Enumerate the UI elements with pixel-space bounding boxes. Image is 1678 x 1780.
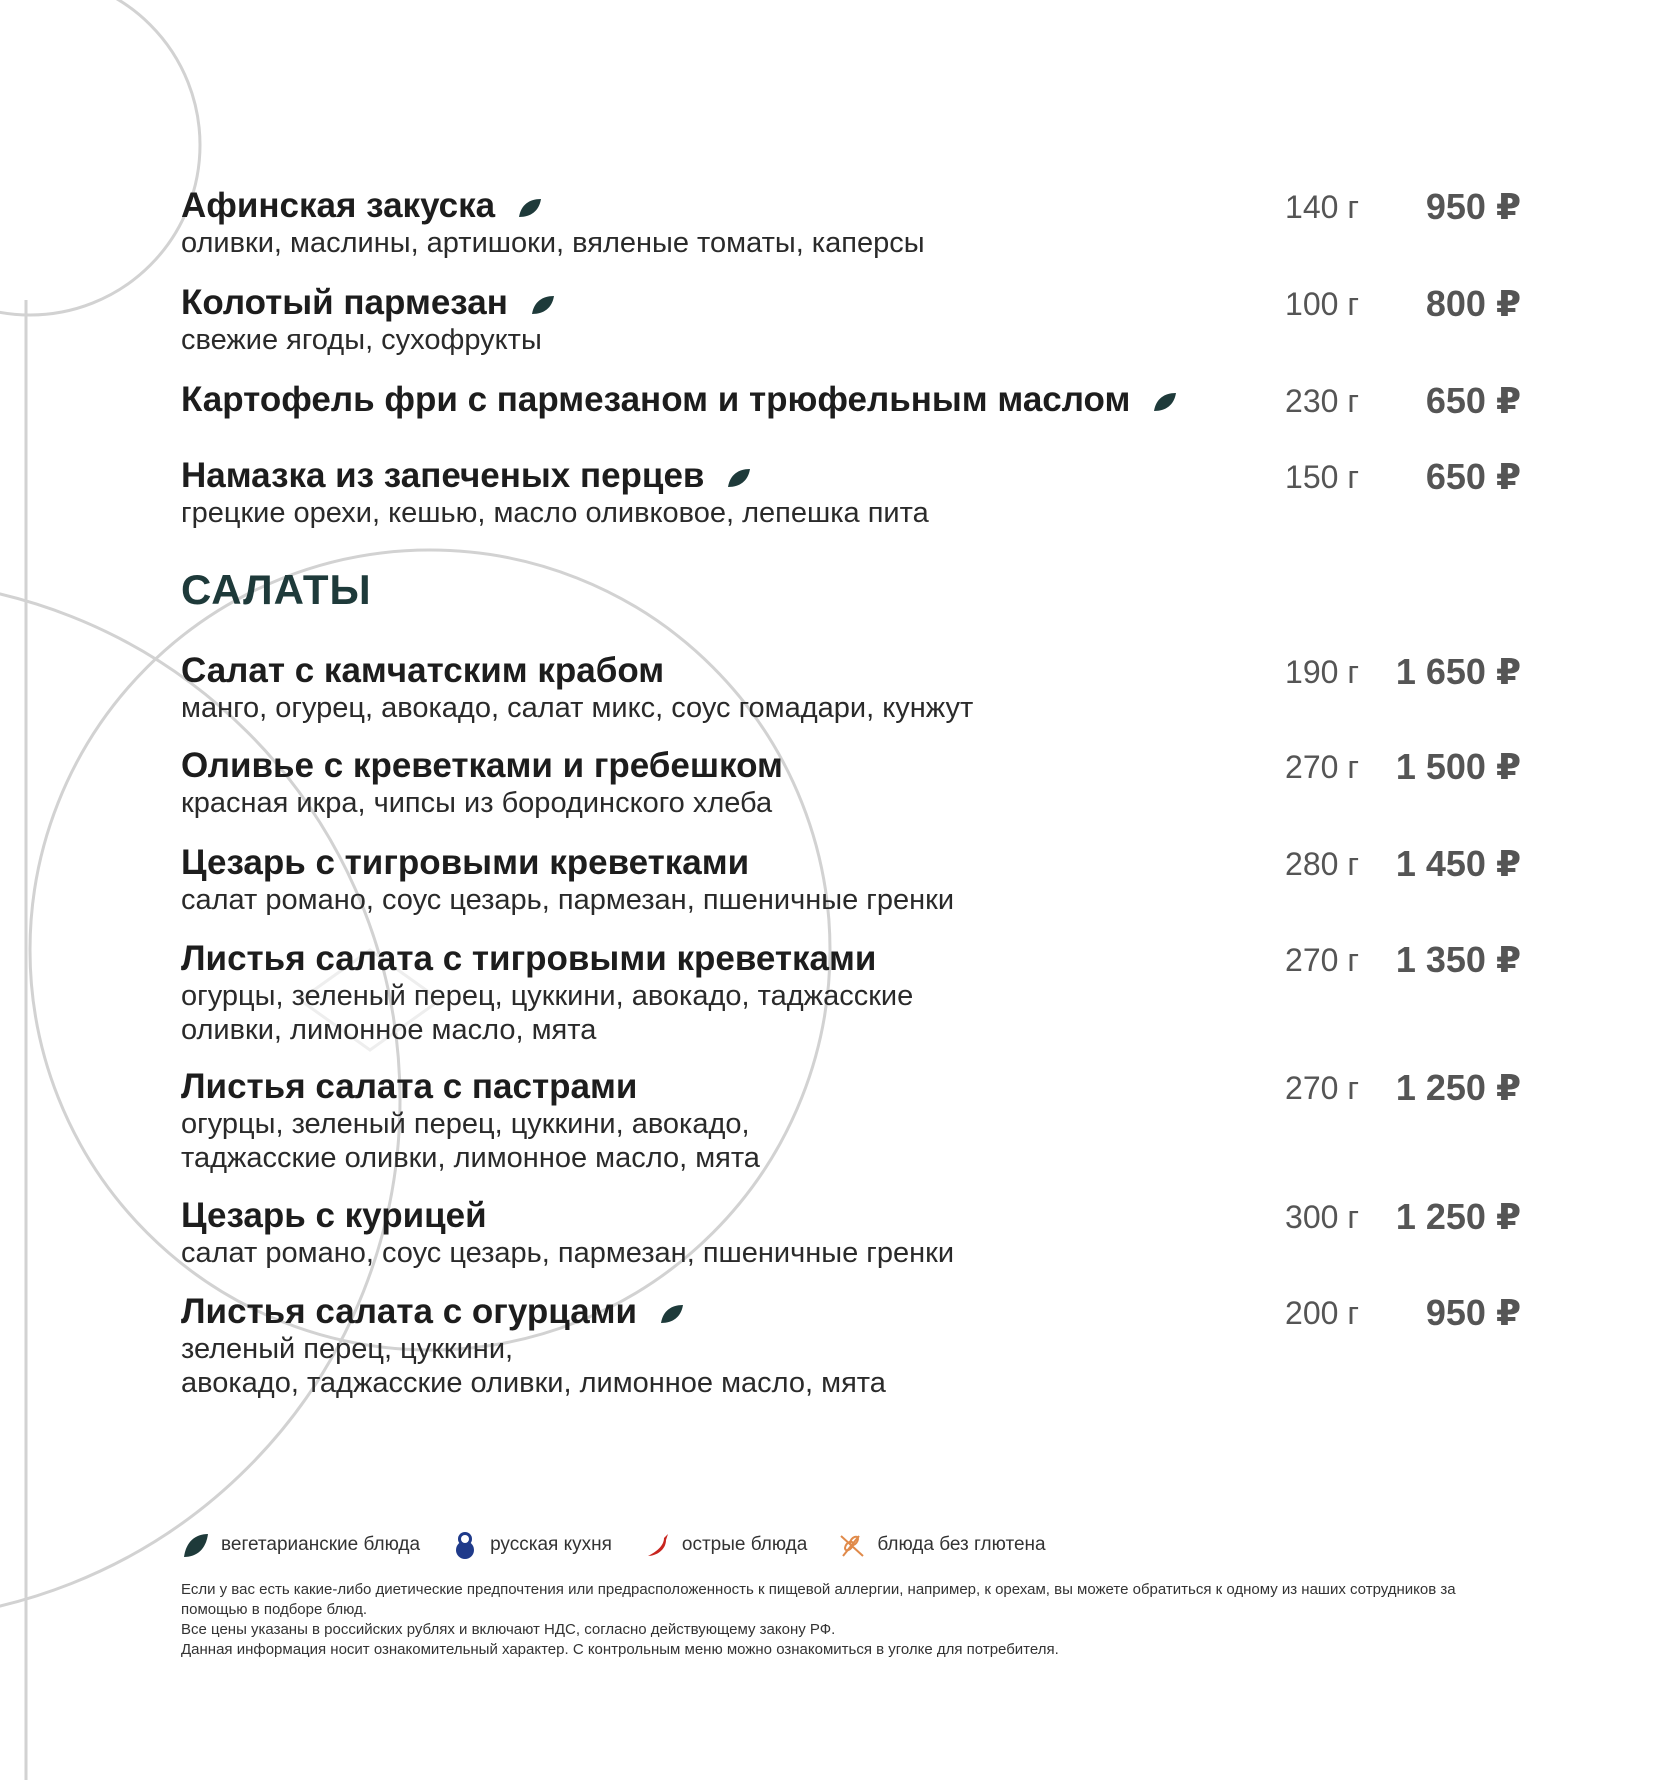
- leaf-icon: [1152, 391, 1178, 413]
- item-description: грецкие орехи, кешью, масло оливковое, лепешка пита: [181, 497, 929, 529]
- legend-item-spicy: [642, 1530, 807, 1560]
- legend: [181, 1528, 1076, 1562]
- leaf-icon: [726, 467, 752, 489]
- menu-item: [181, 1196, 1521, 1270]
- item-weight: 230 г: [1285, 383, 1359, 419]
- item-weight: 200 г: [1285, 1295, 1359, 1331]
- note-prices: Все цены указаны в российских рублях и включают НДС, согласно действующему закону РФ.: [181, 1621, 836, 1638]
- legend-item-gluten-free: [837, 1530, 1045, 1560]
- menu-item: [181, 1292, 1521, 1400]
- item-name: Колотый пармезан: [181, 283, 556, 323]
- item-description: красная икра, чипсы из бородинского хлеба: [181, 787, 773, 819]
- menu-item: [181, 456, 1521, 530]
- item-description: салат романо, соус цезарь, пармезан, пшеничные гренки: [181, 884, 955, 916]
- item-price: 1 350 ₽: [1395, 939, 1521, 980]
- item-price: 650 ₽: [1425, 456, 1521, 497]
- item-price: 650 ₽: [1425, 380, 1521, 421]
- menu-item: [181, 746, 1521, 820]
- note-allergy: Если у вас есть какие-либо диетические предпочтения или предрасположенность к пищевой аллергии, например, к орехам, вы можете обратиться к одному из наших сотрудников за помощью в подборе блюд.: [181, 1581, 1456, 1618]
- menu-item: [181, 283, 1521, 357]
- footnotes: [181, 1580, 1521, 1660]
- item-description: огурцы, зеленый перец, цуккини, авокадо, таджасские оливки, лимонное масло, мята: [181, 980, 914, 1046]
- legend-item-russian: [450, 1530, 612, 1560]
- item-weight: 270 г: [1285, 749, 1359, 785]
- item-name: Намазка из запеченых перцев: [181, 456, 752, 496]
- item-weight: 280 г: [1285, 846, 1359, 882]
- item-price: 950 ₽: [1425, 186, 1521, 227]
- item-description: огурцы, зеленый перец, цуккини, авокадо, таджасские оливки, лимонное масло, мята: [181, 1108, 760, 1174]
- legend-item-vegetarian: [181, 1530, 420, 1560]
- item-name: Афинская закуска: [181, 186, 543, 226]
- leaf-icon: [517, 197, 543, 219]
- menu-item: [181, 939, 1521, 1047]
- legend-label: острые блюда: [681, 1534, 808, 1555]
- menu-item: [181, 843, 1521, 917]
- item-price: 1 450 ₽: [1395, 843, 1521, 884]
- item-weight: 100 г: [1285, 286, 1359, 322]
- item-description: свежие ягоды, сухофрукты: [181, 324, 542, 356]
- item-name: Листья салата с тигровыми креветками: [181, 939, 877, 978]
- item-description: манго, огурец, авокадо, салат микс, соус гомадари, кунжут: [181, 692, 974, 724]
- legend-label: блюда без глютена: [877, 1534, 1046, 1555]
- item-description: салат романо, соус цезарь, пармезан, пшеничные гренки: [181, 1237, 955, 1269]
- item-name: Цезарь с курицей: [181, 1196, 487, 1235]
- item-name: Листья салата с огурцами: [181, 1292, 685, 1332]
- item-weight: 140 г: [1285, 189, 1359, 225]
- leaf-icon: [530, 294, 556, 316]
- item-name: Картофель фри с пармезаном и трюфельным маслом: [181, 380, 1178, 420]
- matryoshka-icon: [450, 1530, 480, 1560]
- item-weight: 300 г: [1285, 1199, 1359, 1235]
- item-weight: 150 г: [1285, 459, 1359, 495]
- chili-icon: [642, 1530, 672, 1560]
- legend-label: русская кухня: [490, 1534, 612, 1555]
- legend-label: вегетарианские блюда: [221, 1534, 421, 1555]
- menu-item: [181, 1067, 1521, 1175]
- item-price: 1 250 ₽: [1395, 1196, 1521, 1237]
- menu-item: [181, 651, 1521, 725]
- item-price: 800 ₽: [1425, 283, 1521, 324]
- item-description: оливки, маслины, артишоки, вяленые томаты, каперсы: [181, 227, 925, 259]
- menu-item: [181, 380, 1521, 420]
- note-info: Данная информация носит ознакомительный характер. С контрольным меню можно ознакомиться в уголке для потребителя.: [181, 1641, 1059, 1658]
- item-price: 1 250 ₽: [1395, 1067, 1521, 1108]
- item-name: Листья салата с пастрами: [181, 1067, 638, 1106]
- item-weight: 270 г: [1285, 942, 1359, 978]
- item-name: Оливье с креветками и гребешком: [181, 746, 783, 785]
- item-weight: 190 г: [1285, 654, 1359, 690]
- menu-item: [181, 186, 1521, 260]
- item-price: 950 ₽: [1425, 1292, 1521, 1333]
- wheat-crossed-icon: [837, 1530, 867, 1560]
- item-price: 1 650 ₽: [1395, 651, 1521, 692]
- leaf-icon: [659, 1303, 685, 1325]
- item-description: зеленый перец, цуккини, авокадо, таджасские оливки, лимонное масло, мята: [181, 1333, 886, 1399]
- item-price: 1 500 ₽: [1395, 746, 1521, 787]
- item-name: Салат с камчатским крабом: [181, 651, 665, 690]
- item-name: Цезарь с тигровыми креветками: [181, 843, 750, 882]
- leaf-icon: [181, 1530, 211, 1560]
- item-weight: 270 г: [1285, 1070, 1359, 1106]
- section-title: САЛАТЫ: [181, 566, 372, 613]
